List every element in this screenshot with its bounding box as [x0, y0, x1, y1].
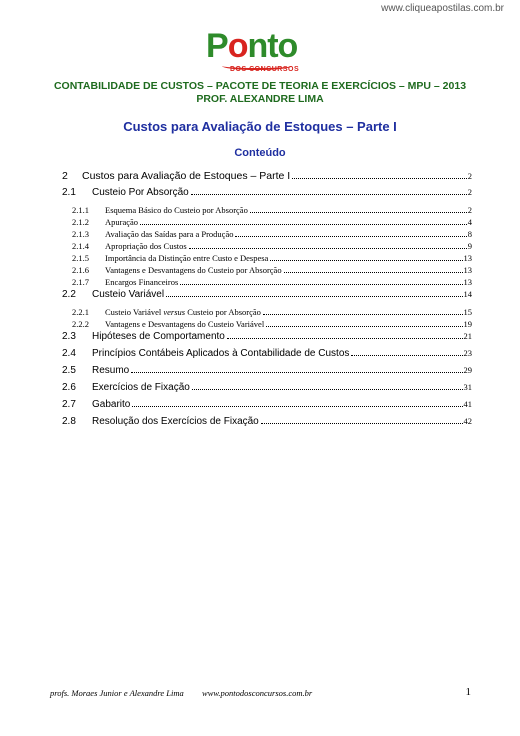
- toc-number: 2.1.2: [72, 217, 89, 227]
- toc-label: Exercícios de Fixação: [92, 382, 190, 393]
- toc-leader: [266, 326, 462, 327]
- toc-entry[interactable]: [72, 241, 472, 252]
- toc-number: 2.2: [62, 289, 76, 300]
- toc-entry[interactable]: [62, 399, 472, 410]
- toc-entry[interactable]: [72, 253, 472, 264]
- toc-label-part: Custeio por Absorção: [185, 307, 261, 317]
- toc-number: 2.1.4: [72, 241, 89, 251]
- toc-label: Custeio Variável: [92, 289, 165, 300]
- course-header: [0, 80, 520, 106]
- logo-letter-p: P: [206, 27, 228, 65]
- toc-leader: [284, 272, 463, 273]
- toc-label: Princípios Contábeis Aplicados à Contabilidade de Custos: [92, 348, 350, 359]
- logo-letters-rest: nto: [247, 27, 298, 65]
- toc-leader: [189, 248, 467, 249]
- footer-authors: profs. Moraes Junior e Alexandre Lima: [50, 688, 184, 698]
- toc-leader: [131, 372, 462, 373]
- toc-leader: [351, 355, 462, 356]
- toc-label: [105, 307, 261, 317]
- toc-leader: [180, 284, 462, 285]
- toc-leader: [191, 194, 467, 195]
- toc-entry[interactable]: [62, 365, 472, 376]
- toc-leader: [235, 236, 466, 237]
- toc-leader: [263, 314, 463, 315]
- toc-entry[interactable]: [62, 416, 472, 427]
- toc-page: 13: [463, 253, 472, 263]
- toc-entry[interactable]: [72, 307, 472, 318]
- toc-leader: [250, 212, 467, 213]
- toc-number: 2.2.1: [72, 307, 89, 317]
- toc-page: 2: [467, 205, 472, 215]
- toc-page: 21: [463, 331, 472, 341]
- toc-number: 2.2.2: [72, 319, 89, 329]
- toc-label: Custos para Avaliação de Estoques – Parte I: [82, 170, 291, 182]
- toc-label: Esquema Básico do Custeio por Absorção: [105, 205, 248, 215]
- toc-leader: [292, 178, 467, 179]
- toc-number: 2.5: [62, 365, 76, 376]
- toc-entry[interactable]: [72, 217, 472, 228]
- toc-label: Encargos Financeiros: [105, 277, 179, 287]
- toc-page: 4: [467, 217, 472, 227]
- toc-entry[interactable]: [62, 331, 472, 342]
- professor-name: PROF. ALEXANDRE LIMA: [196, 93, 324, 105]
- toc-entry[interactable]: [72, 277, 472, 288]
- toc-entry[interactable]: [72, 229, 472, 240]
- toc-leader: [227, 338, 463, 339]
- document-title: Custos para Avaliação de Estoques – Parte I: [123, 119, 397, 134]
- toc-label: Avaliação das Saídas para a Produção: [105, 229, 234, 239]
- toc-number: 2: [62, 170, 68, 182]
- toc-label: Vantagens e Desvantagens do Custeio por Absorção: [105, 265, 282, 275]
- toc-number: 2.1: [62, 187, 76, 198]
- toc-number: 2.1.3: [72, 229, 89, 239]
- toc-page: 31: [463, 382, 472, 392]
- toc-number: 2.4: [62, 348, 76, 359]
- toc-page: 14: [463, 289, 472, 299]
- toc-number: 2.1.1: [72, 205, 89, 215]
- toc-number: 2.1.7: [72, 277, 89, 287]
- toc-page: 8: [467, 229, 472, 239]
- toc-page: 15: [463, 307, 472, 317]
- toc-entry[interactable]: [62, 382, 472, 393]
- toc-number: 2.8: [62, 416, 76, 427]
- toc-leader: [166, 296, 462, 297]
- toc-number: 2.1.6: [72, 265, 89, 275]
- toc-leader: [140, 224, 467, 225]
- course-title: CONTABILIDADE DE CUSTOS – PACOTE DE TEORIA E EXERCÍCIOS – MPU – 2013: [53, 80, 467, 92]
- toc-label: Vantagens e Desvantagens do Custeio Variável: [105, 319, 265, 329]
- toc-entry[interactable]: [62, 348, 472, 359]
- toc-number: 2.1.5: [72, 253, 89, 263]
- toc-page: 29: [463, 365, 472, 375]
- toc-number: 2.6: [62, 382, 76, 393]
- toc-page: 23: [463, 348, 472, 358]
- toc-leader: [132, 406, 462, 407]
- page-number: 1: [465, 686, 471, 698]
- toc-page: 2: [467, 187, 472, 197]
- toc-page: 41: [463, 399, 472, 409]
- toc-number: 2.7: [62, 399, 76, 410]
- toc-label: Apropriação dos Custos: [105, 241, 187, 251]
- footer-site-link[interactable]: www.pontodosconcursos.com.br: [202, 688, 313, 698]
- toc-label-emphasis: versus: [163, 307, 186, 317]
- toc-number: 2.3: [62, 331, 76, 342]
- toc-leader: [261, 423, 463, 424]
- page-footer: [50, 688, 312, 698]
- toc-leader: [192, 389, 463, 390]
- toc-entry[interactable]: [72, 319, 472, 330]
- toc-entry[interactable]: [72, 265, 472, 276]
- toc-entry[interactable]: [62, 289, 472, 300]
- toc-label: Gabarito: [92, 399, 131, 410]
- toc-page: 13: [463, 277, 472, 287]
- toc-entry[interactable]: [62, 187, 472, 198]
- toc-page: 42: [463, 416, 472, 426]
- toc-label: Resumo: [92, 365, 130, 376]
- logo-wordmark: [206, 27, 297, 66]
- toc-label: Resolução dos Exercícios de Fixação: [92, 416, 259, 427]
- toc-label: Hipóteses de Comportamento: [92, 331, 225, 342]
- toc-label: Importância da Distinção entre Custo e Despesa: [105, 253, 269, 263]
- toc-label: Custeio Por Absorção: [92, 187, 189, 198]
- toc-page: 9: [467, 241, 472, 251]
- contents-heading: Conteúdo: [234, 147, 286, 159]
- toc-entry[interactable]: [72, 205, 472, 216]
- ponto-logo: [206, 27, 318, 80]
- toc-label-part: Custeio Variável: [105, 307, 164, 317]
- logo-target-o: o: [227, 27, 248, 65]
- logo-subtitle: DOS CONCURSOS: [230, 66, 300, 73]
- toc-label: Apuração: [105, 217, 139, 227]
- toc-page: 2: [467, 171, 472, 181]
- toc-leader: [270, 260, 462, 261]
- toc-page: 13: [463, 265, 472, 275]
- toc-page: 19: [463, 319, 472, 329]
- site-url[interactable]: www.cliqueapostilas.com.br: [381, 3, 504, 14]
- toc-entry[interactable]: [62, 170, 472, 182]
